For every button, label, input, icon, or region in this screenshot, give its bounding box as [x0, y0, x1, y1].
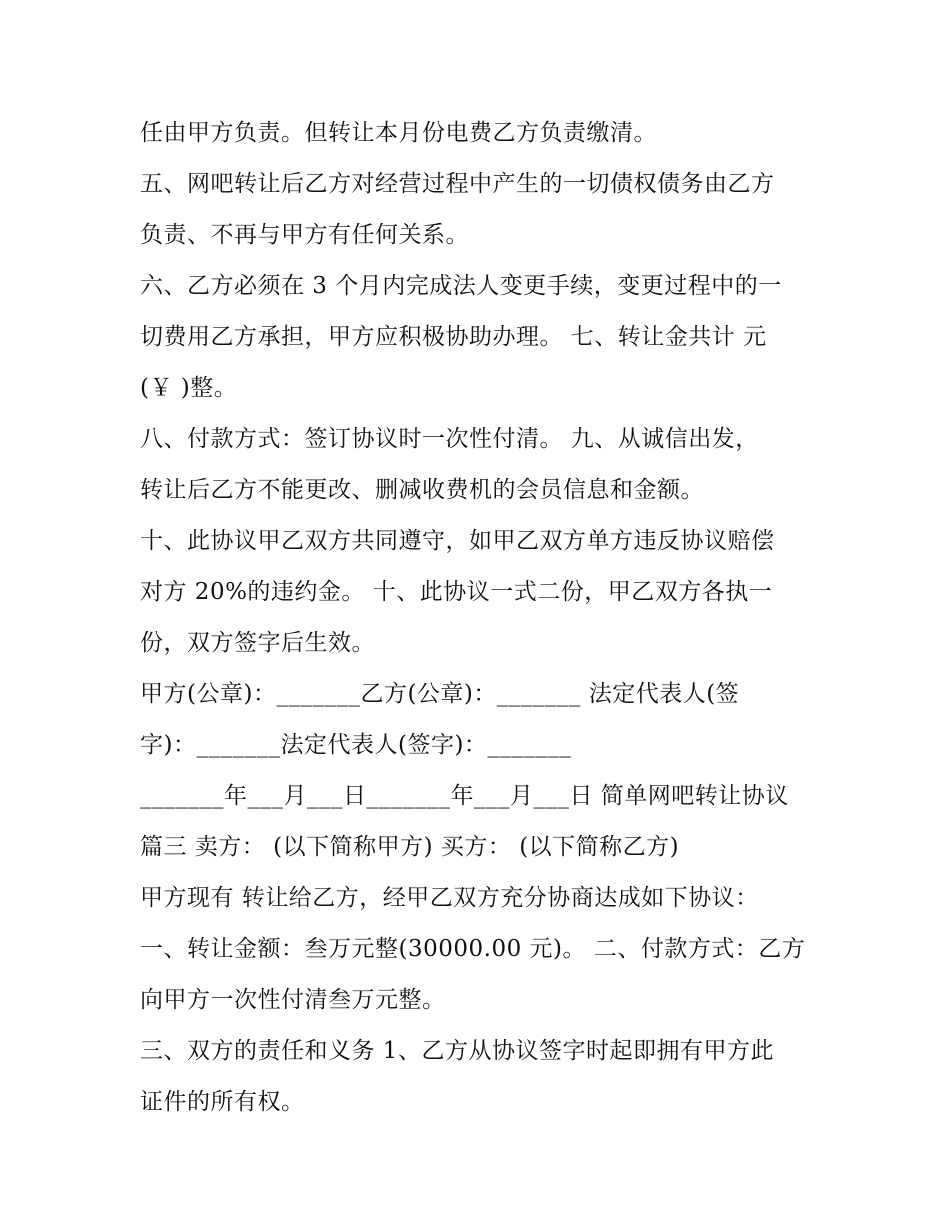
- text-line: 三、双方的责任和义务 1、乙方从协议签字时起即拥有甲方此: [140, 1038, 774, 1064]
- text-line: 十、此协议甲乙双方共同遵守，如甲乙双方单方违反协议赔偿: [140, 528, 775, 554]
- text-line: 对方 20%的违约金。 十、此协议一式二份，甲乙双方各执一: [140, 579, 773, 605]
- text-line: 八、付款方式：签订协议时一次性付清。 九、从诚信出发，: [140, 426, 759, 452]
- document-body: [140, 108, 830, 1128]
- date-line: _______年___月___日_______年___月___日 简单网吧转让协议: [140, 783, 789, 809]
- section-heading-line: 篇三 卖方： (以下简称甲方) 买方： (以下简称乙方): [140, 834, 680, 860]
- text-line: 转让后乙方不能更改、删减收费机的会员信息和金额。: [140, 477, 704, 503]
- text-line: (￥ )整。: [140, 375, 238, 401]
- text-line: 任由甲方负责。但转让本月份电费乙方负责缴清。: [140, 120, 657, 146]
- text-line: 一、转让金额：叁万元整(30000.00 元)。 二、付款方式：乙方: [140, 936, 806, 962]
- text-line: 切费用乙方承担，甲方应积极协助办理。 七、转让金共计 元: [140, 324, 767, 350]
- text-line: 五、网吧转让后乙方对经营过程中产生的一切债权债务由乙方: [140, 171, 775, 197]
- text-line: 六、乙方必须在 3 个月内完成法人变更手续，变更过程中的一: [140, 273, 782, 299]
- text-line: 甲方现有 转让给乙方，经甲乙双方充分协商达成如下协议：: [140, 885, 759, 911]
- signature-line: 字)：_______法定代表人(签字)：_______: [140, 732, 572, 758]
- text-line: 负责、不再与甲方有任何关系。: [140, 222, 469, 248]
- signature-line: 甲方(公章)：_______乙方(公章)：_______ 法定代表人(签: [140, 681, 740, 707]
- text-line: 向甲方一次性付清叁万元整。: [140, 987, 446, 1013]
- text-line: 证件的所有权。: [140, 1089, 305, 1115]
- text-line: 份，双方签字后生效。: [140, 630, 375, 656]
